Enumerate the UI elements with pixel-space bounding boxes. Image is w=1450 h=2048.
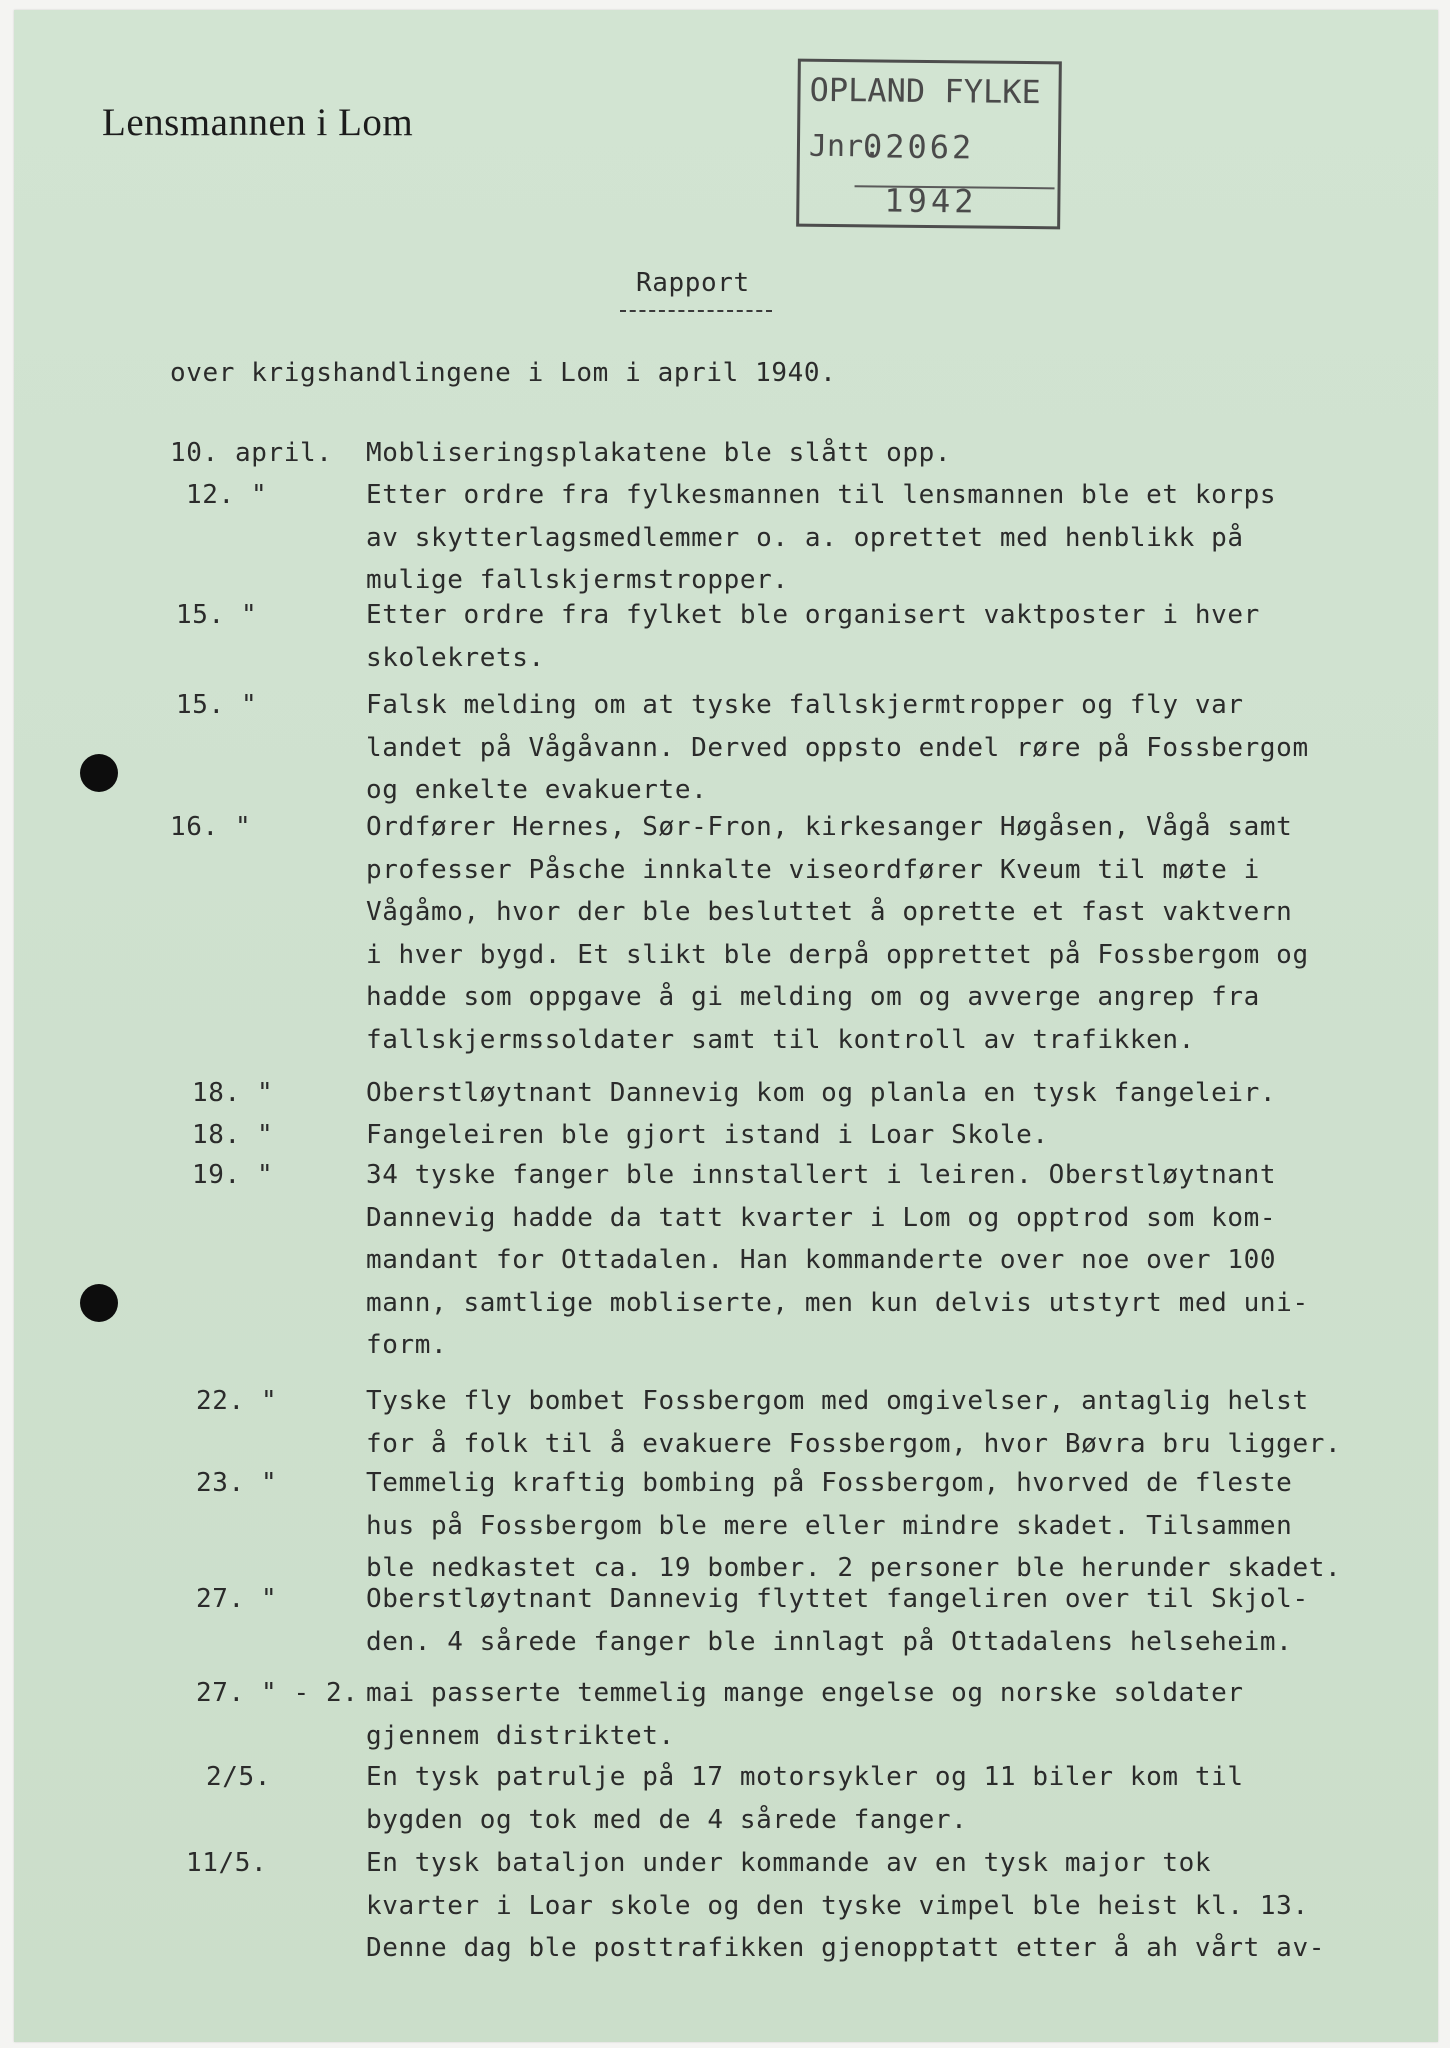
entry-date: 10. april. [170, 438, 333, 468]
title-underline [620, 310, 772, 312]
entry-text-line: kvarter i Loar skole og den tyske vimpel ble heist kl. 13. [366, 1890, 1309, 1921]
stamp-county: OPLAND FYLKE [809, 70, 1041, 112]
entry-text-line: Tyske fly bombet Fossbergom med omgivelser, antaglig helst [366, 1386, 1309, 1416]
entry-text-line: mandant for Ottadalen. Han kommanderte over noe over 100 [366, 1245, 1277, 1275]
stamp-jnr-number: 02062 [862, 127, 975, 167]
entry-date: 2/5. [206, 1762, 272, 1792]
entry-date: 19. " [192, 1160, 274, 1190]
entry-text-line: Denne dag ble posttrafikken gjenopptatt etter å ah vårt av- [366, 1933, 1325, 1963]
entry-text-line: Vågåmo, hvor der ble besluttet å oprette et fast vaktvern [366, 897, 1293, 927]
entry-text-line: bygden og tok med de 4 sårede fanger. [366, 1804, 968, 1835]
entry-text-line: og enkelte evakuerte. [366, 775, 708, 805]
entry-text-line: Oberstløytnant Dannevig kom og planla en tysk fangeleir. [366, 1078, 1277, 1108]
entry-text-line: 34 tyske fanger ble innstallert i leiren. Oberstløytnant [366, 1160, 1277, 1190]
report-subtitle: over krigshandlingene i Lom i april 1940. [170, 358, 837, 388]
entry-date: 27. " [196, 1584, 278, 1614]
entry-text-line: Etter ordre fra fylket ble organisert vaktposter i hver [366, 600, 1260, 630]
entry-text-line: Oberstløytnant Dannevig flyttet fangeliren over til Skjol- [366, 1584, 1309, 1614]
stamp-jnr-label: Jnr. [808, 128, 882, 165]
entry-text-line: skolekrets. [366, 642, 545, 673]
entry-text-line: i hver bygd. Et slikt ble derpå opprettet på Fossbergom og [366, 939, 1309, 970]
entry-text-line: ble nedkastet ca. 19 bomber. 2 personer ble herunder skadet. [366, 1553, 1342, 1583]
entry-date: 11/5. [186, 1848, 268, 1878]
entry-text-line: Mobliseringsplakatene ble slått opp. [366, 438, 952, 468]
entry-text-line: for å folk til å evakuere Fossbergom, hvor Bøvra bru ligger. [366, 1428, 1342, 1459]
entry-text-line: mulige fallskjermstropper. [366, 565, 789, 595]
letterhead: Lensmannen i Lom [102, 101, 414, 144]
entry-text-line: Dannevig hadde da tatt kvarter i Lom og opptrod som kom- [366, 1202, 1277, 1233]
entry-text-line: hus på Fossbergom ble mere eller mindre skadet. Tilsammen [366, 1510, 1293, 1541]
entry-text-line: form. [366, 1330, 448, 1360]
punch-hole-bottom [80, 1284, 118, 1322]
entry-text-line: Ordfører Hernes, Sør-Fron, kirkesanger Høgåsen, Vågå samt [366, 812, 1293, 842]
entry-text-line: Temmelig kraftig bombing på Fossbergom, hvorved de fleste [366, 1468, 1293, 1498]
report-title: Rapport [636, 268, 750, 298]
entry-text-line: hadde som oppgave å gi melding om og avverge angrep fra [366, 982, 1260, 1012]
entry-text-line: En tysk patrulje på 17 motorsykler og 11 biler kom til [366, 1762, 1244, 1792]
punch-hole-top [80, 754, 118, 792]
entry-text-line: gjennem distriktet. [366, 1720, 675, 1751]
entry-text-line: En tysk bataljon under kommande av en tysk major tok [366, 1848, 1212, 1878]
entry-text-line: av skytterlagsmedlemmer o. a. oprettet med henblikk på [366, 522, 1244, 553]
entry-text-line: Falsk melding om at tyske fallskjermtropper og fly var [366, 690, 1244, 720]
entry-date: 18. " [192, 1120, 274, 1150]
entry-text-line: fallskjermssoldater samt til kontroll av trafikken. [366, 1024, 1195, 1055]
entry-date: 16. " [170, 812, 252, 842]
entry-date: 23. " [196, 1468, 278, 1498]
entry-text-line: mai passerte temmelig mange engelse og norske soldater [366, 1678, 1244, 1708]
journal-stamp [796, 59, 1062, 230]
entry-text-line: professer Påsche innkalte viseordfører Kveum til møte i [366, 854, 1260, 885]
entry-text-line: mann, samtlige mobliserte, men kun delvis utstyrt med uni- [366, 1287, 1309, 1318]
entry-text-line: landet på Vågåvann. Derved oppsto endel røre på Fossbergom [366, 732, 1309, 763]
entry-date: 18. " [192, 1078, 274, 1108]
entry-text-line: den. 4 sårede fanger ble innlagt på Ottadalens helseheim. [366, 1626, 1293, 1657]
entry-date: 15. " [176, 600, 258, 630]
entry-date: 15. " [176, 690, 258, 720]
entry-text-line: Fangeleiren ble gjort istand i Loar Skole. [366, 1120, 1049, 1150]
entry-date: 27. " - 2. [196, 1678, 359, 1708]
entry-date: 12. " [186, 480, 268, 510]
entry-text-line: Etter ordre fra fylkesmannen til lensmannen ble et korps [366, 480, 1277, 510]
entry-date: 22. " [196, 1386, 278, 1416]
stamp-year: 1942 [884, 181, 978, 221]
